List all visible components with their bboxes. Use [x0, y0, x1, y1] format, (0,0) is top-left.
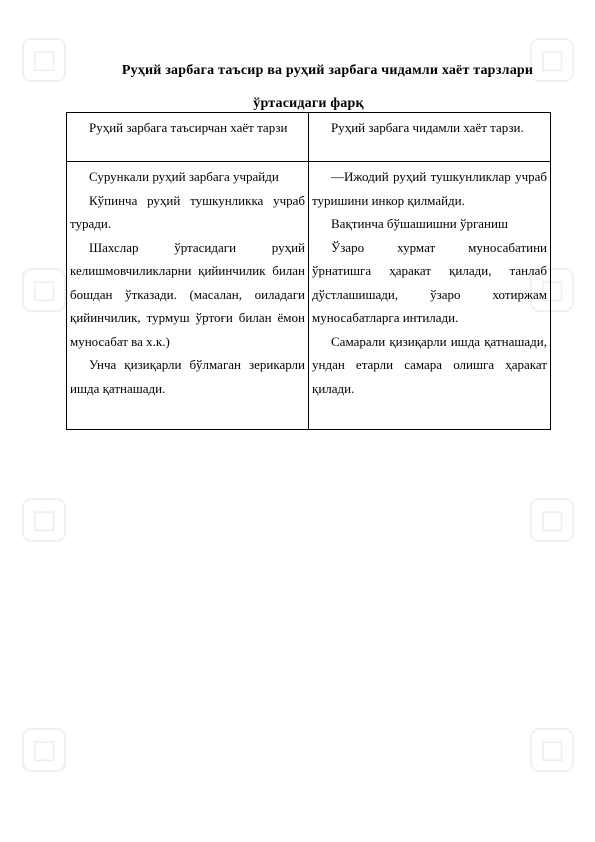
cell-resilient-traits [309, 162, 551, 430]
watermark-icon: □ [530, 498, 574, 542]
cell-vulnerable-traits [67, 162, 309, 430]
list-item: Шахслар ўртасидаги руҳий келишмовчиликларни қийинчилик билан бошдан ўтказади. (масалан, оиладаги қийинчилик, турмуш ўртоғи билан ёмон муносабат ва х.к.) [70, 239, 305, 349]
watermark-icon: □ [22, 38, 66, 82]
list-item: Вақтинча бўшашишни ўрганиш [331, 216, 508, 231]
header-cell-vulnerable [67, 113, 309, 162]
list-item: Унча қизиқарли бўлмаган зерикарли ишда қатнашади. [70, 357, 305, 396]
list-item: Кўпинча руҳий тушкунликка учраб туради. [70, 192, 305, 231]
header-text: Руҳий зарбага таъсирчан хаёт тарзи [89, 120, 288, 135]
header-text: Руҳий зарбага чидамли хаёт тарзи. [331, 120, 524, 135]
title-line-1: Руҳий зарбага таъсир ва руҳий зарбага чидамли хаёт тарзлари [121, 63, 534, 78]
table-header-row [67, 113, 551, 162]
watermark-icon: □ [22, 268, 66, 312]
comparison-table [66, 112, 551, 430]
title-line-2: ўртасидаги фарқ [253, 96, 364, 111]
watermark-icon: □ [530, 268, 574, 312]
list-item: Самарали қизиқарли ишда қатнашади, ундан етарли самара олишга ҳаракат қилади. [312, 333, 547, 396]
list-item: Ўзаро хурмат муносабатини ўрнатишга ҳаракат қилади, танлаб дўстлашишади, ўзаро хотиржам муносабатларга интилади. [312, 239, 547, 325]
header-cell-resilient [309, 113, 551, 162]
watermark-icon: □ [530, 38, 574, 82]
watermark-icon: □ [22, 498, 66, 542]
document-title [66, 54, 551, 120]
watermark-icon: □ [530, 728, 574, 772]
list-item: —Ижодий руҳий тушкунликлар учраб туришини инкор қилмайди. [312, 169, 547, 208]
watermark-icon: □ [22, 728, 66, 772]
list-item: Сурункали руҳий зарбага учрайди [89, 169, 279, 184]
table-body-row [67, 162, 551, 430]
